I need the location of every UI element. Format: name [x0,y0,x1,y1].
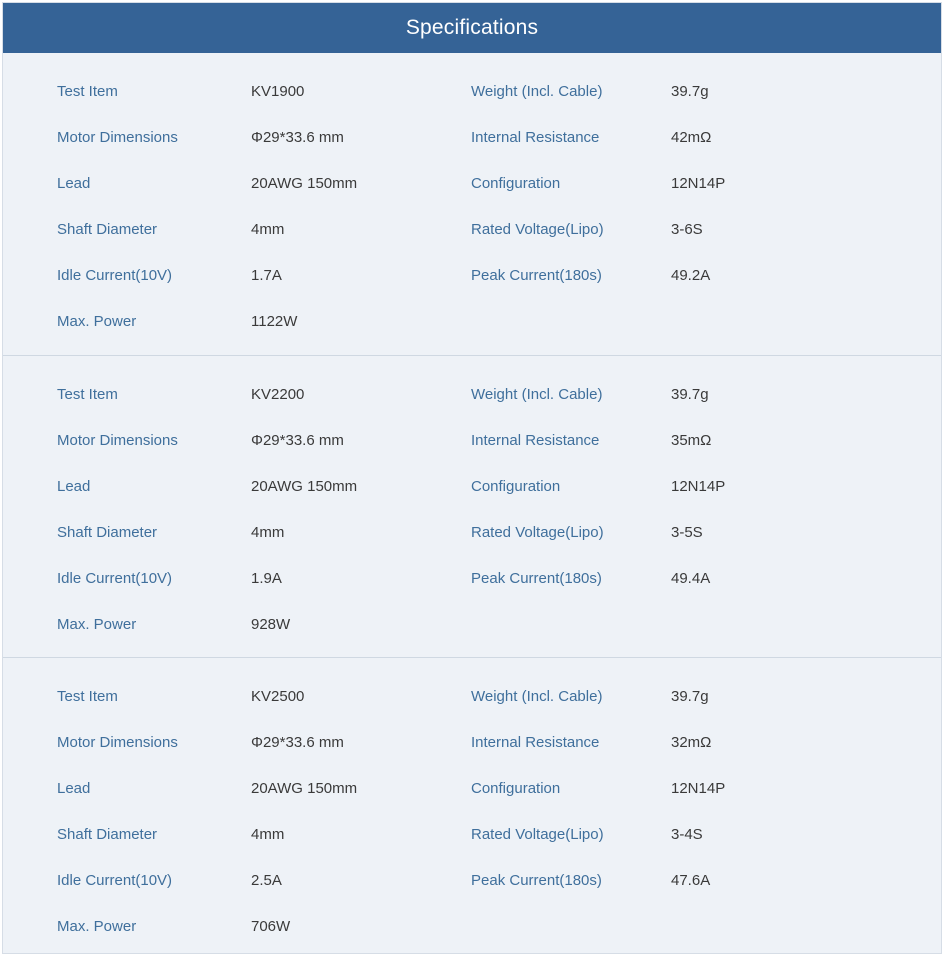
spec-label: Lead [57,478,91,495]
spec-value: 39.7g [671,386,709,403]
spec-label: Internal Resistance [471,734,600,751]
spec-label: Configuration [471,478,561,495]
spec-section [3,53,941,355]
spec-label: Test Item [57,386,118,403]
spec-value: 20AWG 150mm [251,780,358,797]
spec-value: 4mm [251,221,285,238]
spec-row [3,858,941,904]
spec-section [3,657,941,959]
spec-row [3,372,941,418]
spec-value: 12N14P [671,478,726,495]
spec-label: Weight (Incl. Cable) [471,386,603,403]
spec-row [3,253,941,299]
spec-label: Idle Current(10V) [57,267,173,284]
spec-value: 35mΩ [671,432,712,449]
spec-value: 706W [251,918,291,935]
spec-row [3,418,941,464]
spec-value: 1.9A [251,570,282,587]
spec-value: Φ29*33.6 mm [251,734,344,751]
spec-label: Idle Current(10V) [57,872,173,889]
spec-section [3,355,941,657]
spec-value: 20AWG 150mm [251,175,358,192]
spec-value: 4mm [251,524,285,541]
spec-label: Test Item [57,688,118,705]
spec-value: KV2200 [251,386,305,403]
spec-value: 12N14P [671,175,726,192]
spec-value: 2.5A [251,872,282,889]
spec-label: Weight (Incl. Cable) [471,83,603,100]
spec-row [3,602,941,648]
specifications-title: Specifications [405,16,539,39]
spec-row [3,115,941,161]
spec-label: Lead [57,175,91,192]
spec-row [3,464,941,510]
specifications-header [3,3,941,53]
spec-label: Rated Voltage(Lipo) [471,826,604,843]
spec-label: Configuration [471,175,561,192]
spec-label: Test Item [57,83,118,100]
spec-row [3,69,941,115]
spec-label: Max. Power [57,313,137,330]
spec-value: 49.4A [671,570,711,587]
spec-label: Configuration [471,780,561,797]
spec-label: Lead [57,780,91,797]
spec-label: Max. Power [57,918,137,935]
spec-value: 42mΩ [671,129,712,146]
spec-label: Internal Resistance [471,129,600,146]
spec-row [3,720,941,766]
spec-label: Shaft Diameter [57,524,158,541]
spec-label: Peak Current(180s) [471,267,602,284]
spec-value: 928W [251,616,291,633]
spec-label: Shaft Diameter [57,221,158,238]
spec-label: Motor Dimensions [57,129,178,146]
spec-value: 32mΩ [671,734,712,751]
spec-label: Motor Dimensions [57,734,178,751]
spec-value: KV2500 [251,688,305,705]
spec-label: Rated Voltage(Lipo) [471,221,604,238]
spec-row [3,812,941,858]
spec-value: Φ29*33.6 mm [251,129,344,146]
spec-row [3,766,941,812]
spec-value: 4mm [251,826,285,843]
spec-label: Shaft Diameter [57,826,158,843]
spec-label: Peak Current(180s) [471,570,602,587]
spec-value: 3-5S [671,524,703,541]
spec-value: 12N14P [671,780,726,797]
spec-label: Internal Resistance [471,432,600,449]
spec-row [3,674,941,720]
specifications-panel [2,2,942,954]
spec-value: 3-6S [671,221,703,238]
spec-row [3,904,941,950]
spec-label: Motor Dimensions [57,432,178,449]
spec-label: Rated Voltage(Lipo) [471,524,604,541]
spec-row [3,299,941,345]
spec-label: Weight (Incl. Cable) [471,688,603,705]
spec-value: 1.7A [251,267,282,284]
spec-value: 39.7g [671,83,709,100]
spec-row [3,207,941,253]
spec-value: 49.2A [671,267,711,284]
spec-value: 3-4S [671,826,703,843]
spec-row [3,510,941,556]
spec-value: 47.6A [671,872,711,889]
spec-label: Peak Current(180s) [471,872,602,889]
spec-row [3,161,941,207]
spec-label: Idle Current(10V) [57,570,173,587]
spec-value: Φ29*33.6 mm [251,432,344,449]
spec-label: Max. Power [57,616,137,633]
spec-row [3,556,941,602]
spec-value: KV1900 [251,83,305,100]
spec-value: 1122W [251,313,298,330]
spec-value: 20AWG 150mm [251,478,358,495]
spec-value: 39.7g [671,688,709,705]
